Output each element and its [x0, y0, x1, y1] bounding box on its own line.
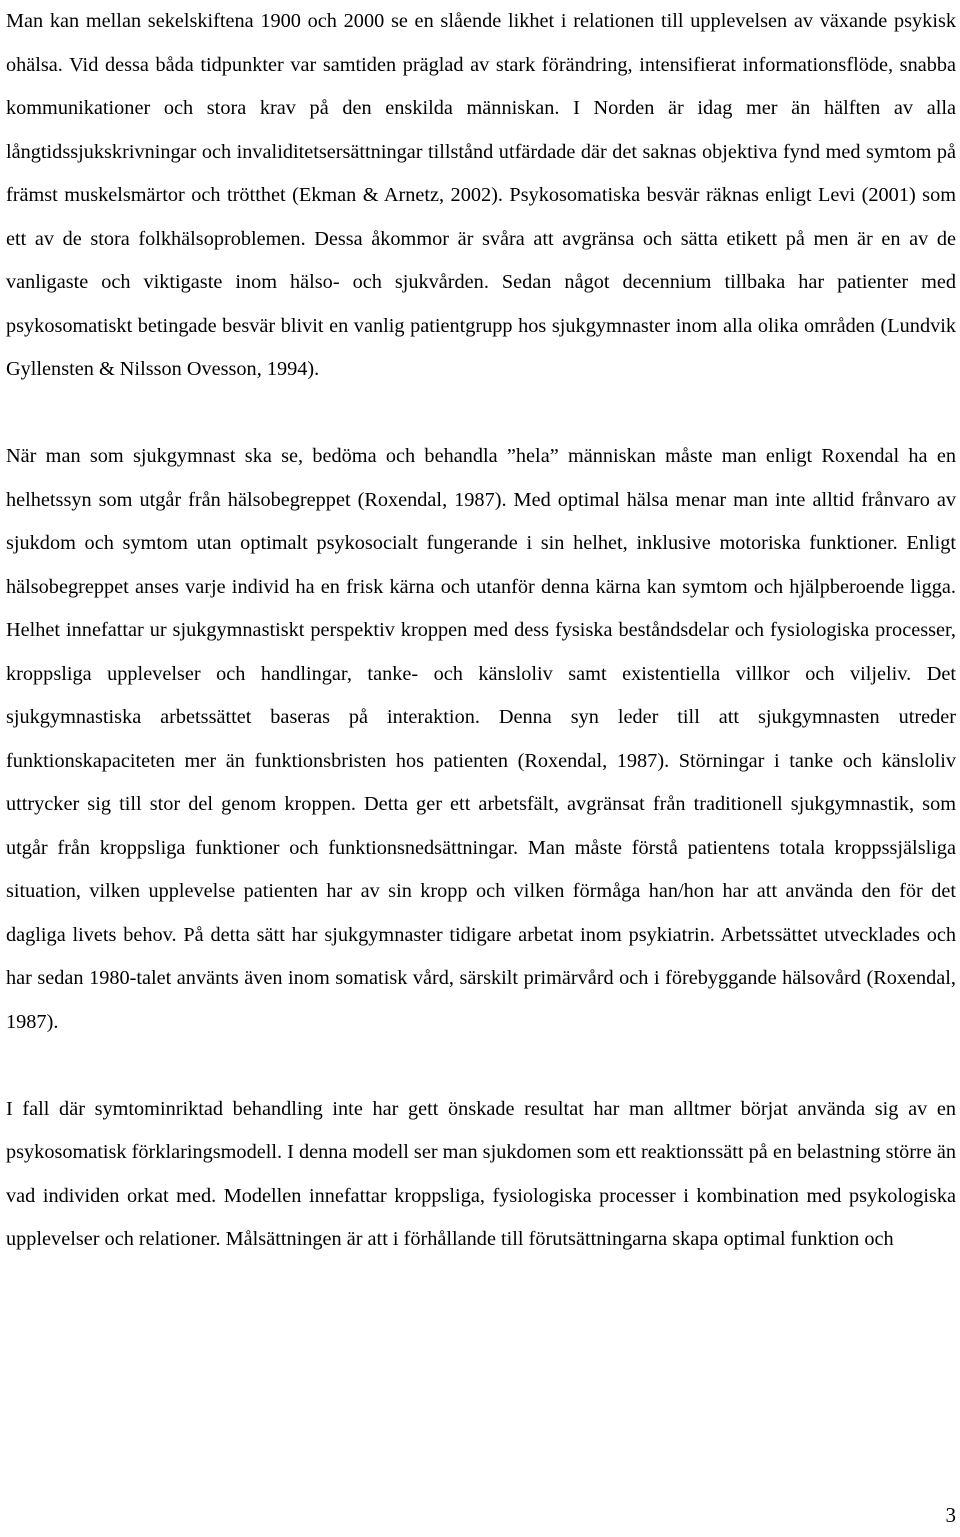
paragraph-psykisk-ohalsa: Man kan mellan sekelskiftena 1900 och 2000 se en slående likhet i relationen till upplevelsen av växande psykisk ohälsa. Vid dessa båda tidpunkter var samtiden präglad av stark förändring, intensifierat informationsflöde, snabba kommunikationer och stora krav på den enskilda människan. I Norden är idag mer än hälften av alla långtidssjukskrivningar och invaliditetsersättningar tillstånd utfärdade där det saknas objektiva fynd med symtom på främst muskelsmärtor och trötthet (Ekman & Arnetz, 2002). Psykosomatiska besvär räknas enligt Levi (2001) som ett av de stora folkhälsoproblemen. Dessa åkommor är svåra att avgränsa och sätta etikett på men är en av de vanligaste och viktigaste inom hälso- och sjukvården. Sedan något decennium tillbaka har patienter med psykosomatiskt betingade besvär blivit en vanlig patientgrupp hos sjukgymnaster inom alla olika områden (Lundvik Gyllensten & Nilsson Ovesson, 1994). [6, 10, 956, 380]
paragraph-psykosomatisk-modell: I fall där symtominriktad behandling inte har gett önskade resultat har man alltmer börjat använda sig av en psykosomatisk förklaringsmodell. I denna modell ser man sjukdomen som ett reaktionssätt på en belastning större än vad individen orkat med. Modellen innefattar kroppsliga, fysiologiska processer i kombination med psykologiska upplevelser och relationer. Målsättningen är att i förhållande till förutsättningarna skapa optimal funktion och [6, 1097, 956, 1250]
paragraph-helhetssyn: När man som sjukgymnast ska se, bedöma och behandla ”hela” människan måste man enligt Roxendal ha en helhetssyn som utgår från hälsobegreppet (Roxendal, 1987). Med optimal hälsa menar man inte alltid frånvaro av sjukdom och symtom utan optimalt psykosocialt fungerande i sin helhet, inklusive motoriska funktioner. Enligt hälsobegreppet anses varje individ ha en frisk kärna och utanför denna kärna kan symtom och hjälpberoende ligga. Helhet innefattar ur sjukgymnastiskt perspektiv kroppen med dess fysiska beståndsdelar och fysiologiska processer, kroppsliga upplevelser och handlingar, tanke- och känsloliv samt existentiella villkor och viljeliv. Det sjukgymnastiska arbetssättet baseras på interaktion. Denna syn leder till att sjukgymnasten utreder funktionskapaciteten mer än funktionsbristen hos patienten (Roxendal, 1987). Störningar i tanke och känsloliv uttrycker sig till stor del genom kroppen. Detta ger ett arbetsfält, avgränsat från traditionell sjukgymnastik, som utgår från kroppsliga funktioner och funktionsnedsättningar. Man måste förstå patientens totala kroppssjälsliga situation, vilken upplevelse patienten har av sin kropp och vilken förmåga han/hon har att använda den för det dagliga livets behov. På detta sätt har sjukgymnaster tidigare arbetat inom psykiatrin. Arbetssättet utvecklades och har sedan 1980-talet använts även inom somatisk vård, särskilt primärvård och i förebyggande hälsovård (Roxendal, 1987). [6, 445, 956, 1033]
page-number: 3 [945, 1503, 956, 1527]
document-body [6, 0, 956, 1262]
